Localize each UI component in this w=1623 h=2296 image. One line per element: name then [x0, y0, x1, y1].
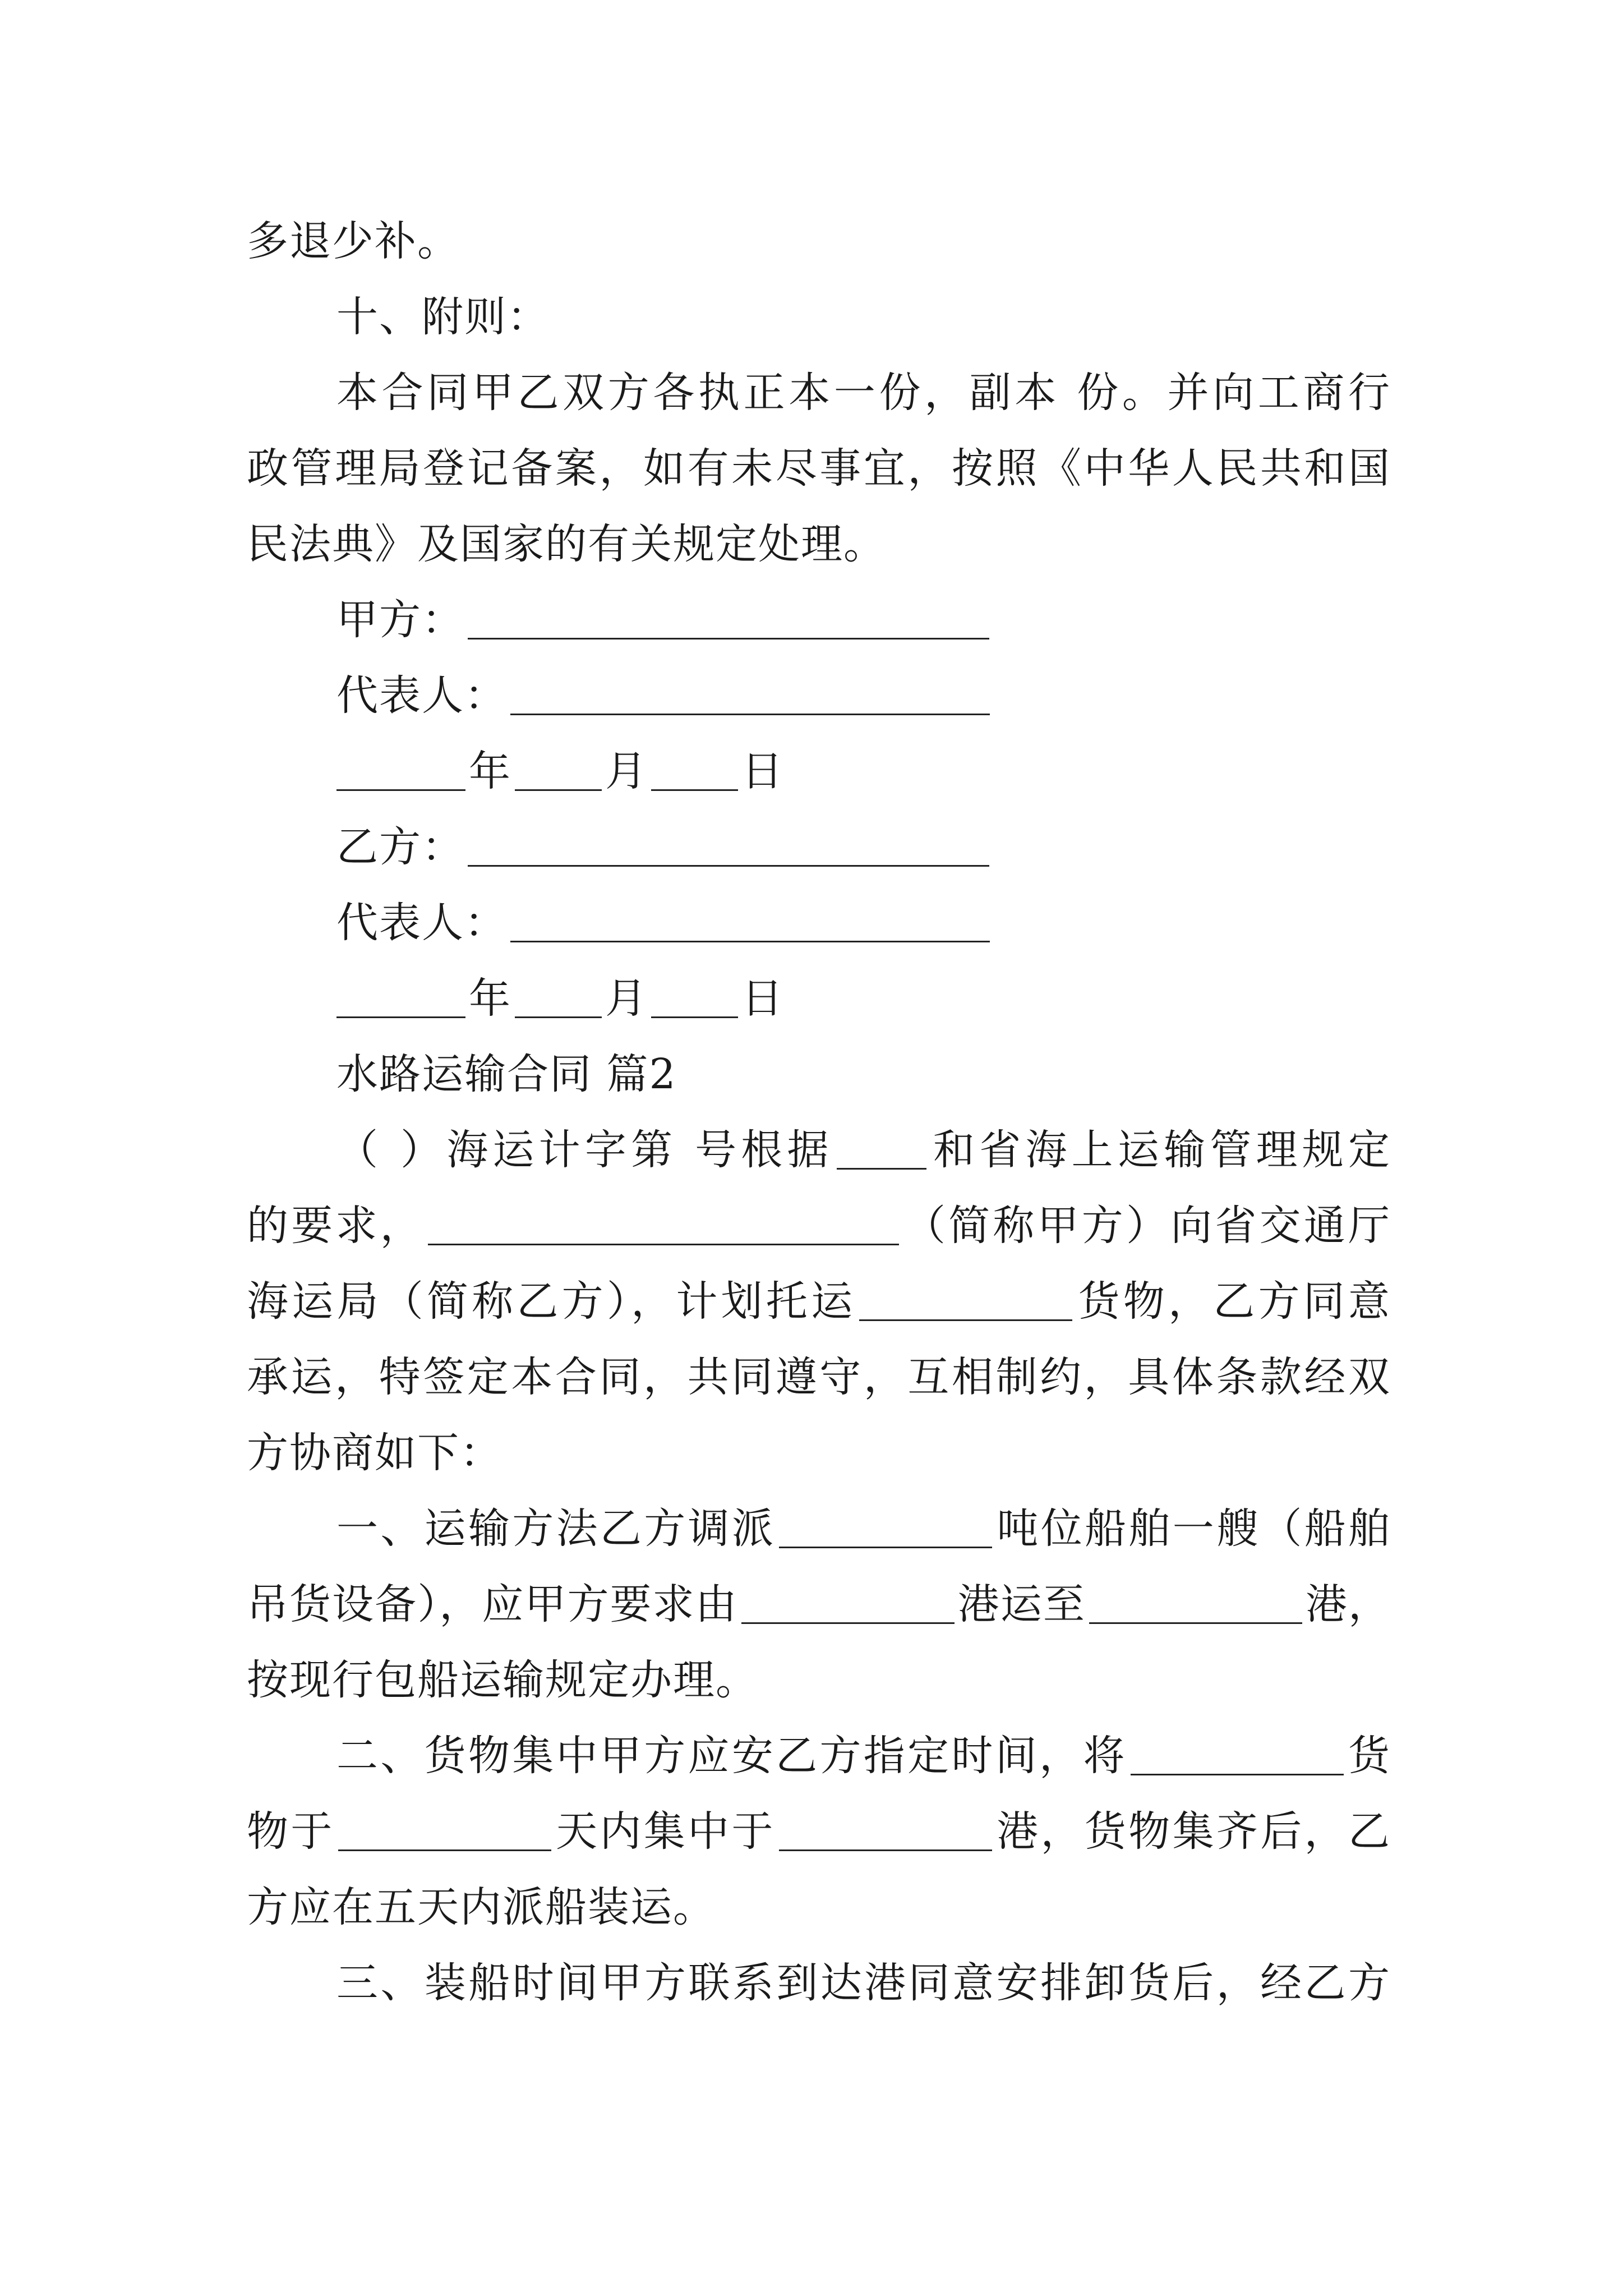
text: 民法典》及国家的有关规定处理。 [247, 520, 886, 568]
paragraph-line [247, 213, 1391, 269]
text: 多退少补。 [247, 217, 460, 265]
blank-line [336, 982, 465, 1018]
paragraph-line [247, 1349, 1391, 1405]
text: 水路运输合同 篇2 [336, 1050, 677, 1098]
text: 港， [1305, 1580, 1391, 1628]
blank-line [336, 754, 465, 791]
text: 份。并向工商行 [1077, 369, 1391, 417]
text: 海运局（简称乙方），计划托运 [247, 1277, 856, 1326]
text: 港，货物集齐后，乙 [995, 1807, 1391, 1856]
text: （简称甲方）向省交通厅 [902, 1202, 1391, 1250]
text: 方协商如下： [247, 1429, 502, 1477]
date-line-2 [336, 970, 1391, 1027]
blank-line [651, 754, 738, 791]
blank-line [468, 603, 989, 639]
label: 月 [605, 974, 648, 1023]
label: 日 [741, 974, 784, 1023]
text: 的要求， [247, 1202, 425, 1250]
label: 甲方： [336, 596, 464, 644]
blank-line [1089, 1588, 1302, 1624]
blank-line [468, 830, 989, 867]
text: 港运至 [957, 1580, 1086, 1628]
paragraph-line [336, 1501, 1391, 1557]
label: 代表人： [336, 899, 507, 947]
text: 方应在五天内派船装运。 [247, 1883, 716, 1931]
text: 政管理局登记备案，如有未尽事宜，按照《中华人民共和国 [247, 444, 1391, 493]
section-title [336, 1046, 1391, 1102]
label: 代表人： [336, 671, 507, 720]
blank-line [779, 1512, 992, 1548]
text: 三、装船时间甲方联系到达港同意安排卸货后，经乙方 [336, 1959, 1391, 2007]
text: 吨位船舶一艘（船舶 [995, 1504, 1391, 1553]
text: 物于 [247, 1807, 335, 1856]
paragraph-line [336, 1955, 1391, 2011]
section-heading-10 [336, 289, 1391, 345]
paragraph-line [247, 1425, 1391, 1481]
text: 二、货物集中甲方应安乙方指定时间，将 [336, 1732, 1127, 1780]
blank-line [779, 1815, 992, 1851]
paragraph-line [247, 516, 1391, 572]
text: 货物，乙方同意 [1076, 1277, 1391, 1326]
paragraph-line [336, 1728, 1391, 1784]
blank-line [510, 679, 990, 715]
blank-line [837, 1133, 926, 1170]
date-line-1 [336, 743, 1391, 799]
text: （ ）海运计字第 号根据 [336, 1126, 833, 1174]
blank-line [651, 982, 738, 1018]
signature-rep-2 [336, 895, 1391, 951]
paragraph-line [247, 440, 1391, 496]
blank-line [515, 754, 602, 791]
paragraph-line [247, 1198, 1391, 1254]
signature-party-b [336, 819, 1391, 875]
text: 吊货设备），应甲方要求由 [247, 1580, 738, 1628]
text: 天内集中于 [554, 1807, 776, 1856]
text: 和省海上运输管理规定 [929, 1126, 1391, 1174]
text: 货 [1347, 1732, 1391, 1780]
text: 承运，特签定本合同，共同遵守，互相制约，具体条款经双 [247, 1353, 1391, 1401]
blank-line [338, 1815, 551, 1851]
paragraph-line [247, 1576, 1391, 1632]
text: 一、运输方法乙方调派 [336, 1504, 776, 1553]
label: 乙方： [336, 823, 464, 871]
paragraph-line [247, 1273, 1391, 1329]
text: 十、附则： [336, 293, 550, 341]
signature-party-a [336, 592, 1391, 648]
signature-rep-1 [336, 668, 1391, 724]
label: 日 [741, 747, 784, 795]
blank-line [859, 1285, 1072, 1321]
label: 年 [469, 974, 511, 1023]
paragraph-line [336, 1122, 1391, 1178]
text: 本合同甲乙双方各执正本一份，副本 [336, 369, 1061, 417]
blank-line [515, 982, 602, 1018]
blank-line [741, 1588, 955, 1624]
paragraph-line [247, 1803, 1391, 1860]
blank-line [1131, 1739, 1344, 1775]
blank-line [510, 906, 990, 942]
paragraph-line [336, 365, 1391, 421]
label: 年 [469, 747, 511, 795]
paragraph-line [247, 1652, 1391, 1708]
label: 月 [605, 747, 648, 795]
blank-line [428, 1209, 899, 1245]
text: 按现行包船运输规定办理。 [247, 1656, 758, 1704]
paragraph-line [247, 1879, 1391, 1935]
